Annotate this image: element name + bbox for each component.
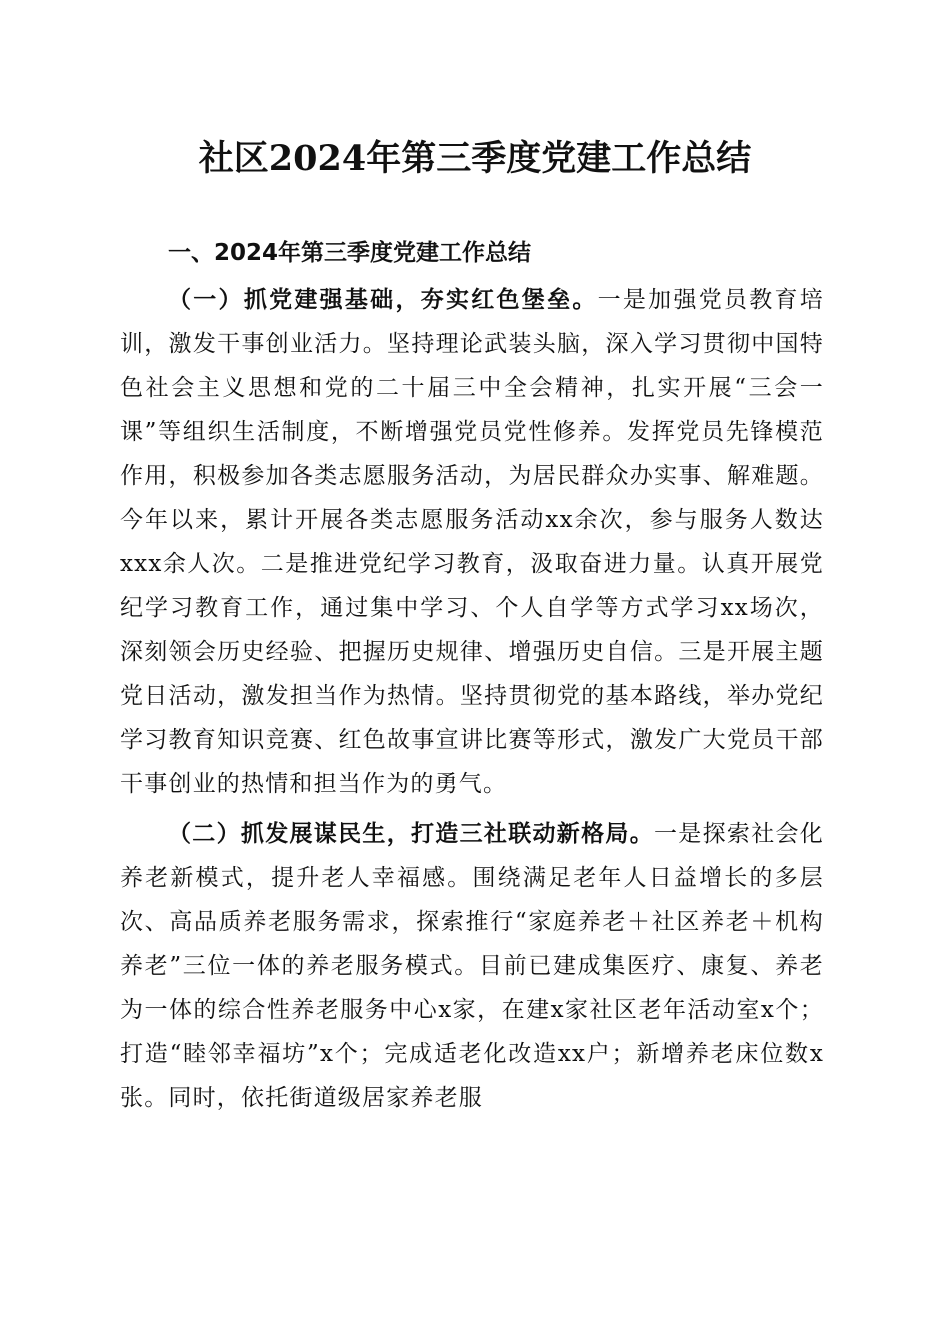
section-heading: 一、2024年第三季度党建工作总结 [168,240,532,266]
paragraph-text: 一是探索社会化养老新模式，提升老人幸福感。围绕满足老年人日益增长的多层次、高品质养老服务需求，探索推行“家庭养老＋社区养老＋机构养老”三位一体的养老服务模式。目前已建成集医疗、康复、养老为一体的综合性养老服务中心x家，在建x家社区老年活动室x个；打造“睦邻幸福坊”x个；完成适老化改造xx户；新增养老床位数x张。同时，依托街道级居家养老服 [120,821,824,1111]
paragraph-lead: （二）抓发展谋民生，打造三社联动新格局。 [168,820,654,847]
paragraph-livelihood [120,812,824,1120]
document-body [120,228,824,1120]
paragraph-party-building [120,278,824,806]
document-title: 社区2024年第三季度党建工作总结 [198,138,752,179]
paragraph-lead: （一）抓党建强基础，夯实红色堡垒。 [168,286,598,313]
paragraph-text: 一是加强党员教育培训，激发干事创业活力。坚持理论武装头脑，深入学习贯彻中国特色社会主义思想和党的二十届三中全会精神，扎实开展“三会一课”等组织生活制度，不断增强党员党性修养。发挥党员先锋模范作用，积极参加各类志愿服务活动，为居民群众办实事、解难题。今年以来，累计开展各类志愿服务活动xx余次，参与服务人数达xxx余人次。二是推进党纪学习教育，汲取奋进力量。认真开展党纪学习教育工作，通过集中学习、个人自学等方式学习xx场次，深刻领会历史经验、把握历史规律、增强历史自信。三是开展主题党日活动，激发担当作为热情。坚持贯彻党的基本路线，举办党纪学习教育知识竞赛、红色故事宣讲比赛等形式，激发广大党员干部干事创业的热情和担当作为的勇气。 [120,287,824,797]
